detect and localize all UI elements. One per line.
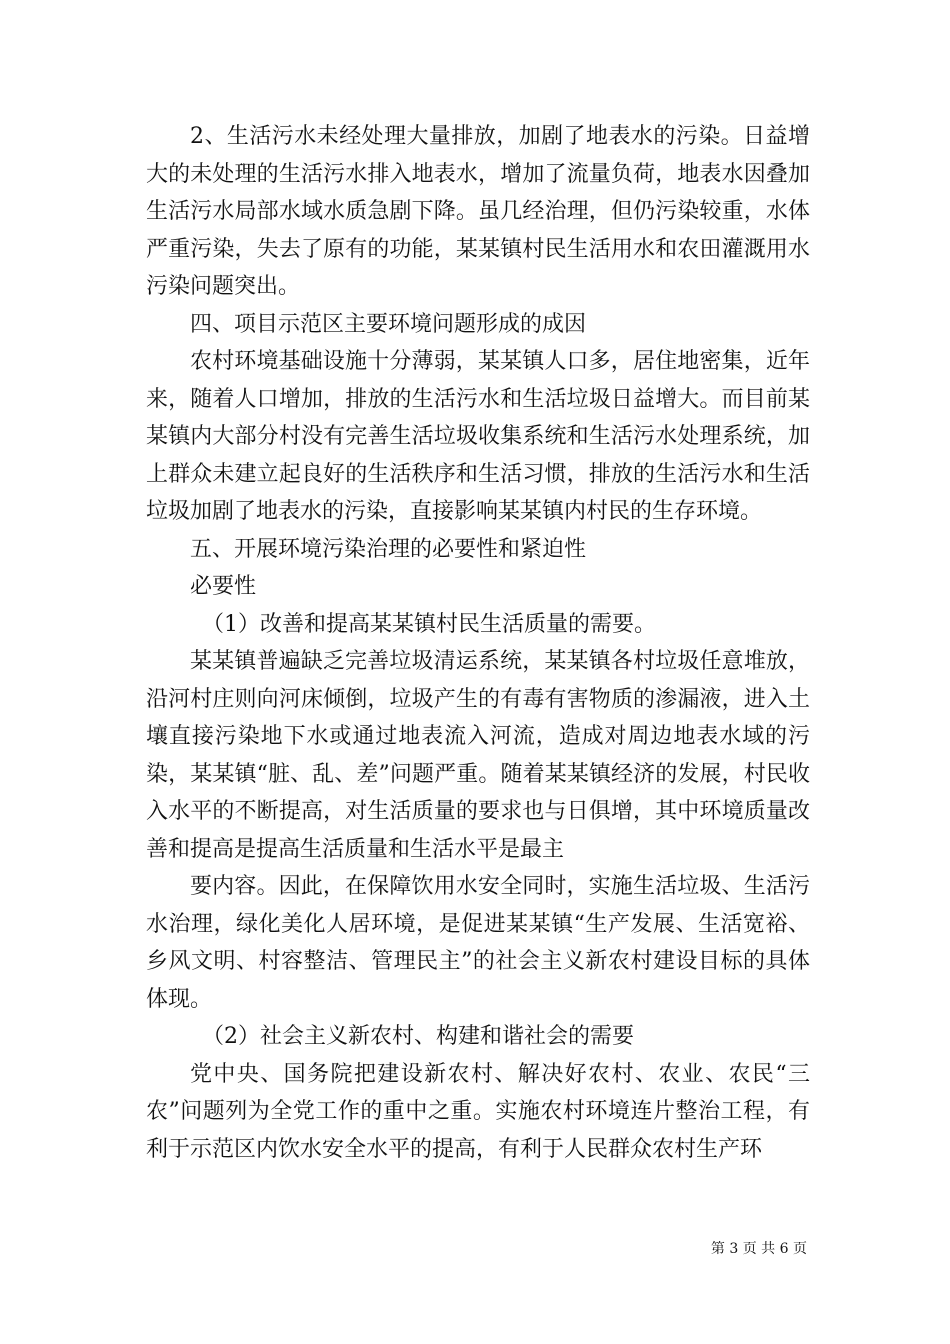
subheading-quality-of-life: （1）改善和提高某某镇村民生活质量的需要。 (202, 611, 656, 637)
page-number: 第 3 页 共 6 页 (710, 1241, 807, 1257)
section-heading-necessity-urgency: 五、开展环境污染治理的必要性和紧迫性 (190, 536, 587, 562)
section-heading-causes: 四、项目示范区主要环境问题形成的成因 (190, 311, 587, 337)
document-body (146, 118, 810, 1168)
paragraph-main-content: 要内容。因此，在保障饮用水安全同时，实施生活垃圾、生活污水治理，绿化美化人居环境，是促进某某镇“生产发展、生活宽裕、乡风文明、村容整洁、管理民主”的社会主义新农村建设目标的具体体现。 (146, 874, 810, 1012)
paragraph-causes: 农村环境基础设施十分薄弱，某某镇人口多，居住地密集，近年来，随着人口增加，排放的生活污水和生活垃圾日益增大。而目前某某镇内大部分村没有完善生活垃圾收集系统和生活污水处理系统，加上群众未建立起良好的生活秩序和生活习惯，排放的生活污水和生活垃圾加剧了地表水的污染，直接影响某某镇内村民的生存环境。 (146, 349, 810, 524)
paragraph-garbage-disposal: 某某镇普遍缺乏完善垃圾清运系统，某某镇各村垃圾任意堆放，沿河村庄则向河床倾倒，垃圾产生的有毒有害物质的渗漏液，进入土壤直接污染地下水或通过地表流入河流，造成对周边地表水域的污染，某某镇“脏、乱、差”问题严重。随着某某镇经济的发展，村民收入水平的不断提高，对生活质量的要求也与日俱增，其中环境质量改善和提高是提高生活质量和生活水平是最主 (146, 649, 810, 862)
paragraph-three-rural-issues: 党中央、国务院把建设新农村、解决好农村、农业、农民“三农”问题列为全党工作的重中之重。实施农村环境连片整治工程，有利于示范区内饮水安全水平的提高，有利于人民群众农村生产环 (146, 1061, 810, 1162)
subheading-new-countryside: （2）社会主义新农村、构建和谐社会的需要 (202, 1024, 634, 1049)
subheading-necessity: 必要性 (190, 574, 257, 599)
paragraph-sewage-pollution: 2、生活污水未经处理大量排放，加剧了地表水的污染。日益增大的未处理的生活污水排入地表水，增加了流量负荷，地表水因叠加生活污水局部水域水质急剧下降。虽几经治理，但仍污染较重，水体严重污染，失去了原有的功能，某某镇村民生活用水和农田灌溉用水污染问题突出。 (146, 124, 810, 299)
